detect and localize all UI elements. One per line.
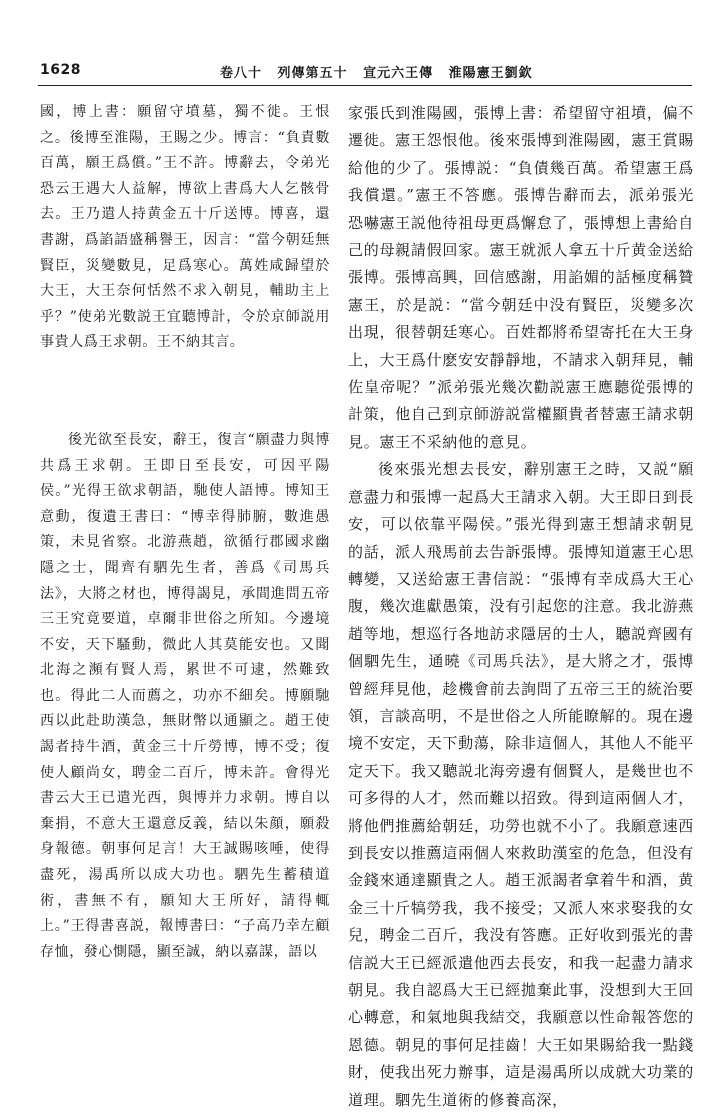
volume-label: 卷八十 bbox=[220, 66, 263, 81]
chapter-label: 宣元六王傳 bbox=[363, 66, 434, 81]
classical-text-column bbox=[40, 100, 330, 965]
classical-paragraph-2: 後光欲至長安，辭王，復言“願盡力與博共爲王求朝。王即日至長安，可因平陽侯。”光得王欲求朝語，馳使人語博。博知王意動，復遺王書曰：“博幸得肺腑，數進愚策，未見省察。北游燕趙，欲循行郡國求幽隱之士，聞齊有駟先生者，善爲《司馬兵法》，大將之材也，博得謁見，承間進問五帝三王究竟要道，卓爾非世俗之所知。今邊境不安，天下騷動，微此人其莫能安也。又聞北海之瀕有賢人焉，累世不可逮，然難致也。得此二人而薦之，功亦不細矣。博願馳西以此赴助漢急，無財幣以通顯之。趙王使謁者持牛酒，黄金三十斤勞博，博不受；復使人顧尚女，聘金二百斤，博未許。會得光書云大王已遣光西，與博并力求朝。博自以棄捐，不意大王還意反義，結以朱顔，願殺身報德。朝事何足言！大王誠賜咳唾，使得盡死，湯禹所以成大功也。駟先生蓄積道術，書無不有，願知大王所好，請得輒上。”王得書喜説，報博書曰：“子高乃幸左顧存恤，發心惻隱，顯至誠，納以嘉謀，語以 bbox=[40, 431, 330, 960]
running-header bbox=[40, 58, 692, 84]
subject-label: 淮陽憲王劉欽 bbox=[448, 66, 533, 81]
page-number: 1628 bbox=[40, 62, 81, 78]
running-title bbox=[220, 62, 543, 81]
classical-paragraph-1: 國，博上書：願留守墳墓，獨不徙。王恨之。後博至淮陽，王賜之少。博言：“負責數百萬，願王爲償。”王不許。博辭去，令弟光恐云王遇大人益解，博欲上書爲大人乞骸骨去。王乃遣人持黄金五十斤送博。博喜，還書謝，爲諂語盛稱譽王，因言：“當今朝廷無賢臣，災變數見，足爲寒心。萬姓咸歸望於大王，大王奈何恬然不求入朝見，輔助主上乎？”使弟光數説王宜聽博計，令於京師説用事貴人爲王求朝。王不納其言。 bbox=[40, 104, 330, 351]
translation-paragraph-2: 後來張光想去長安，辭别憲王之時，又説“願意盡力和張博一起爲大王請求入朝。大王即日到長安，可以依靠平陽侯。”張光得到憲王想請求朝見的話，派人飛馬前去告訴張博。張博知道憲王心思轉變，又送給憲王書信説：“張博有幸成爲大王心腹，幾次進獻愚策，没有引起您的注意。我北游燕趙等地，想巡行各地訪求隱居的士人，聽説齊國有個駟先生，通曉《司馬兵法》，是大將之才，張博曾經拜見他，趁機會前去詢問了五帝三王的統治要領，言談高明，不是世俗之人所能瞭解的。現在邊境不安定，天下動蕩，除非這個人，其他人不能平定天下。我又聽説北海旁邊有個賢人，是幾世也不可多得的人才，然而難以招致。得到這兩個人才，將他們推薦給朝廷，功勞也就不小了。我願意速西到長安以推薦這兩個人來救助漢室的危急，但没有金錢來通達顯貴之人。趙王派謁者拿着牛和酒，黄金三十斤犒勞我，我不接受；又派人來求娶我的女兒，聘金二百斤，我没有答應。正好收到張光的書信説大王已經派遣他西去長安，和我一起盡力請求朝見。我自認爲大王已經拋棄此事，没想到大王回心轉意，和氣地與我結交，我願意以性命報答您的恩德。朝見的事何足挂齒！大王如果賜給我一點錢財，使我出死力辦事，這是湯禹所以成就大功業的道理。駟先生道術的修養高深， bbox=[348, 460, 694, 1109]
translation-paragraph-1: 家張氏到淮陽國，張博上書：希望留守祖墳，偏不遷徙。憲王怨恨他。後來張博到淮陽國，憲王賞賜給他的少了。張博説：“負債幾百萬。希望憲王爲我償還。”憲王不答應。張博告辭而去，派弟張光恐嚇憲王説他待祖母更爲懈怠了，張博想上書給自己的母親請假回家。憲王就派人拿五十斤黄金送給張博。張博高興，回信感謝，用諂媚的話極度稱贊憲王，於是説：“當今朝廷中没有賢臣，災變多次出現，很替朝廷寒心。百姓都將希望寄托在大王身上，大王爲什麽安安靜靜地，不請求入朝拜見，輔佐皇帝呢？”派弟張光幾次勸説憲王應聽從張博的計策，他自己到京師游説當權顯貴者替憲王請求朝見。憲王不采納他的意見。 bbox=[348, 104, 694, 451]
header-rule bbox=[38, 85, 692, 86]
paragraph-gap bbox=[40, 356, 330, 428]
translation-column bbox=[348, 100, 694, 1114]
section-label: 列傳第五十 bbox=[277, 66, 348, 81]
